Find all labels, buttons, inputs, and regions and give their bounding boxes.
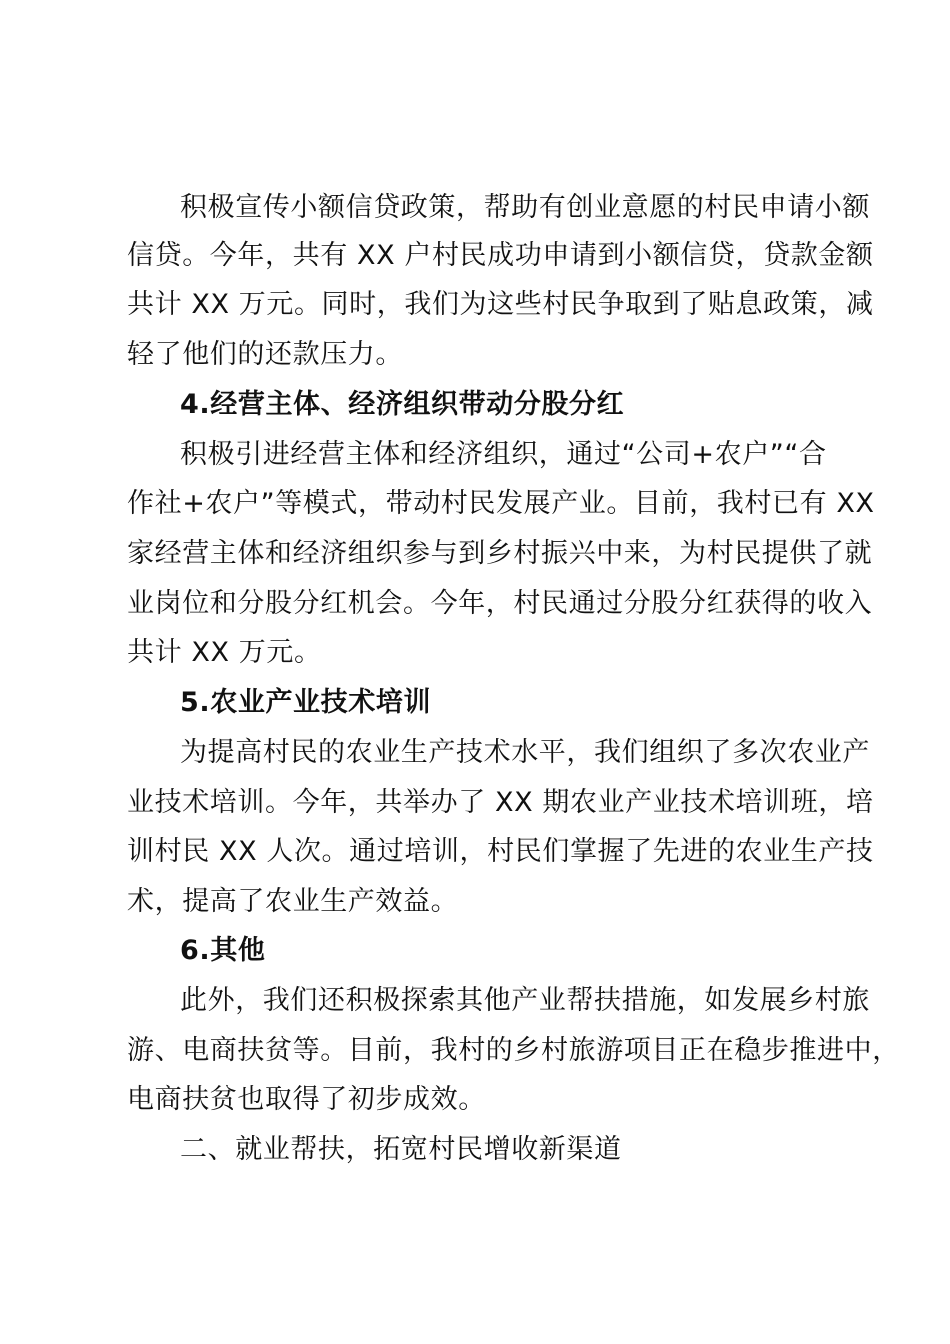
paragraph-business-line-1: 积极引进经营主体和经济组织，通过“公司+农户”“合 bbox=[180, 439, 827, 470]
paragraph-other-line-1: 此外，我们还积极探索其他产业帮扶措施，如发展乡村旅 bbox=[180, 985, 870, 1016]
paragraph-other-line-3: 电商扶贫也取得了初步成效。 bbox=[127, 1084, 486, 1115]
paragraph-loan-line-3: 共计 XX 万元。同时，我们为这些村民争取到了贴息政策，减 bbox=[127, 289, 874, 320]
paragraph-training-line-2: 业技术培训。今年，共举办了 XX 期农业产业技术培训班，培 bbox=[127, 787, 874, 818]
paragraph-other-line-2: 游、电商扶贫等。目前，我村的乡村旅游项目正在稳步推进中， bbox=[127, 1035, 900, 1066]
paragraph-business-line-5: 共计 XX 万元。 bbox=[127, 637, 322, 668]
paragraph-business-line-4: 业岗位和分股分红机会。今年，村民通过分股分红获得的收入 bbox=[127, 588, 873, 619]
paragraph-training-line-1: 为提高村民的农业生产技术水平，我们组织了多次农业产 bbox=[180, 737, 870, 768]
paragraph-training-line-3: 训村民 XX 人次。通过培训，村民们掌握了先进的农业生产技 bbox=[127, 836, 874, 867]
paragraph-business-line-3: 家经营主体和经济组织参与到乡村振兴中来，为村民提供了就 bbox=[127, 538, 873, 569]
paragraph-business-line-2: 作社+农户”等模式，带动村民发展产业。目前，我村已有 XX bbox=[127, 488, 875, 519]
section-heading-4: 4.经营主体、经济组织带动分股分红 bbox=[180, 389, 625, 420]
section-heading-6: 6.其他 bbox=[180, 935, 266, 966]
paragraph-loan-line-1: 积极宣传小额信贷政策，帮助有创业意愿的村民申请小额 bbox=[180, 192, 870, 223]
paragraph-loan-line-2: 信贷。今年，共有 XX 户村民成功申请到小额信贷，贷款金额 bbox=[127, 240, 874, 271]
chapter-heading-employment: 二、就业帮扶，拓宽村民增收新渠道 bbox=[180, 1134, 622, 1165]
paragraph-training-line-4: 术，提高了农业生产效益。 bbox=[127, 886, 459, 917]
section-heading-5: 5.农业产业技术培训 bbox=[180, 687, 432, 718]
paragraph-loan-line-4: 轻了他们的还款压力。 bbox=[127, 339, 403, 370]
